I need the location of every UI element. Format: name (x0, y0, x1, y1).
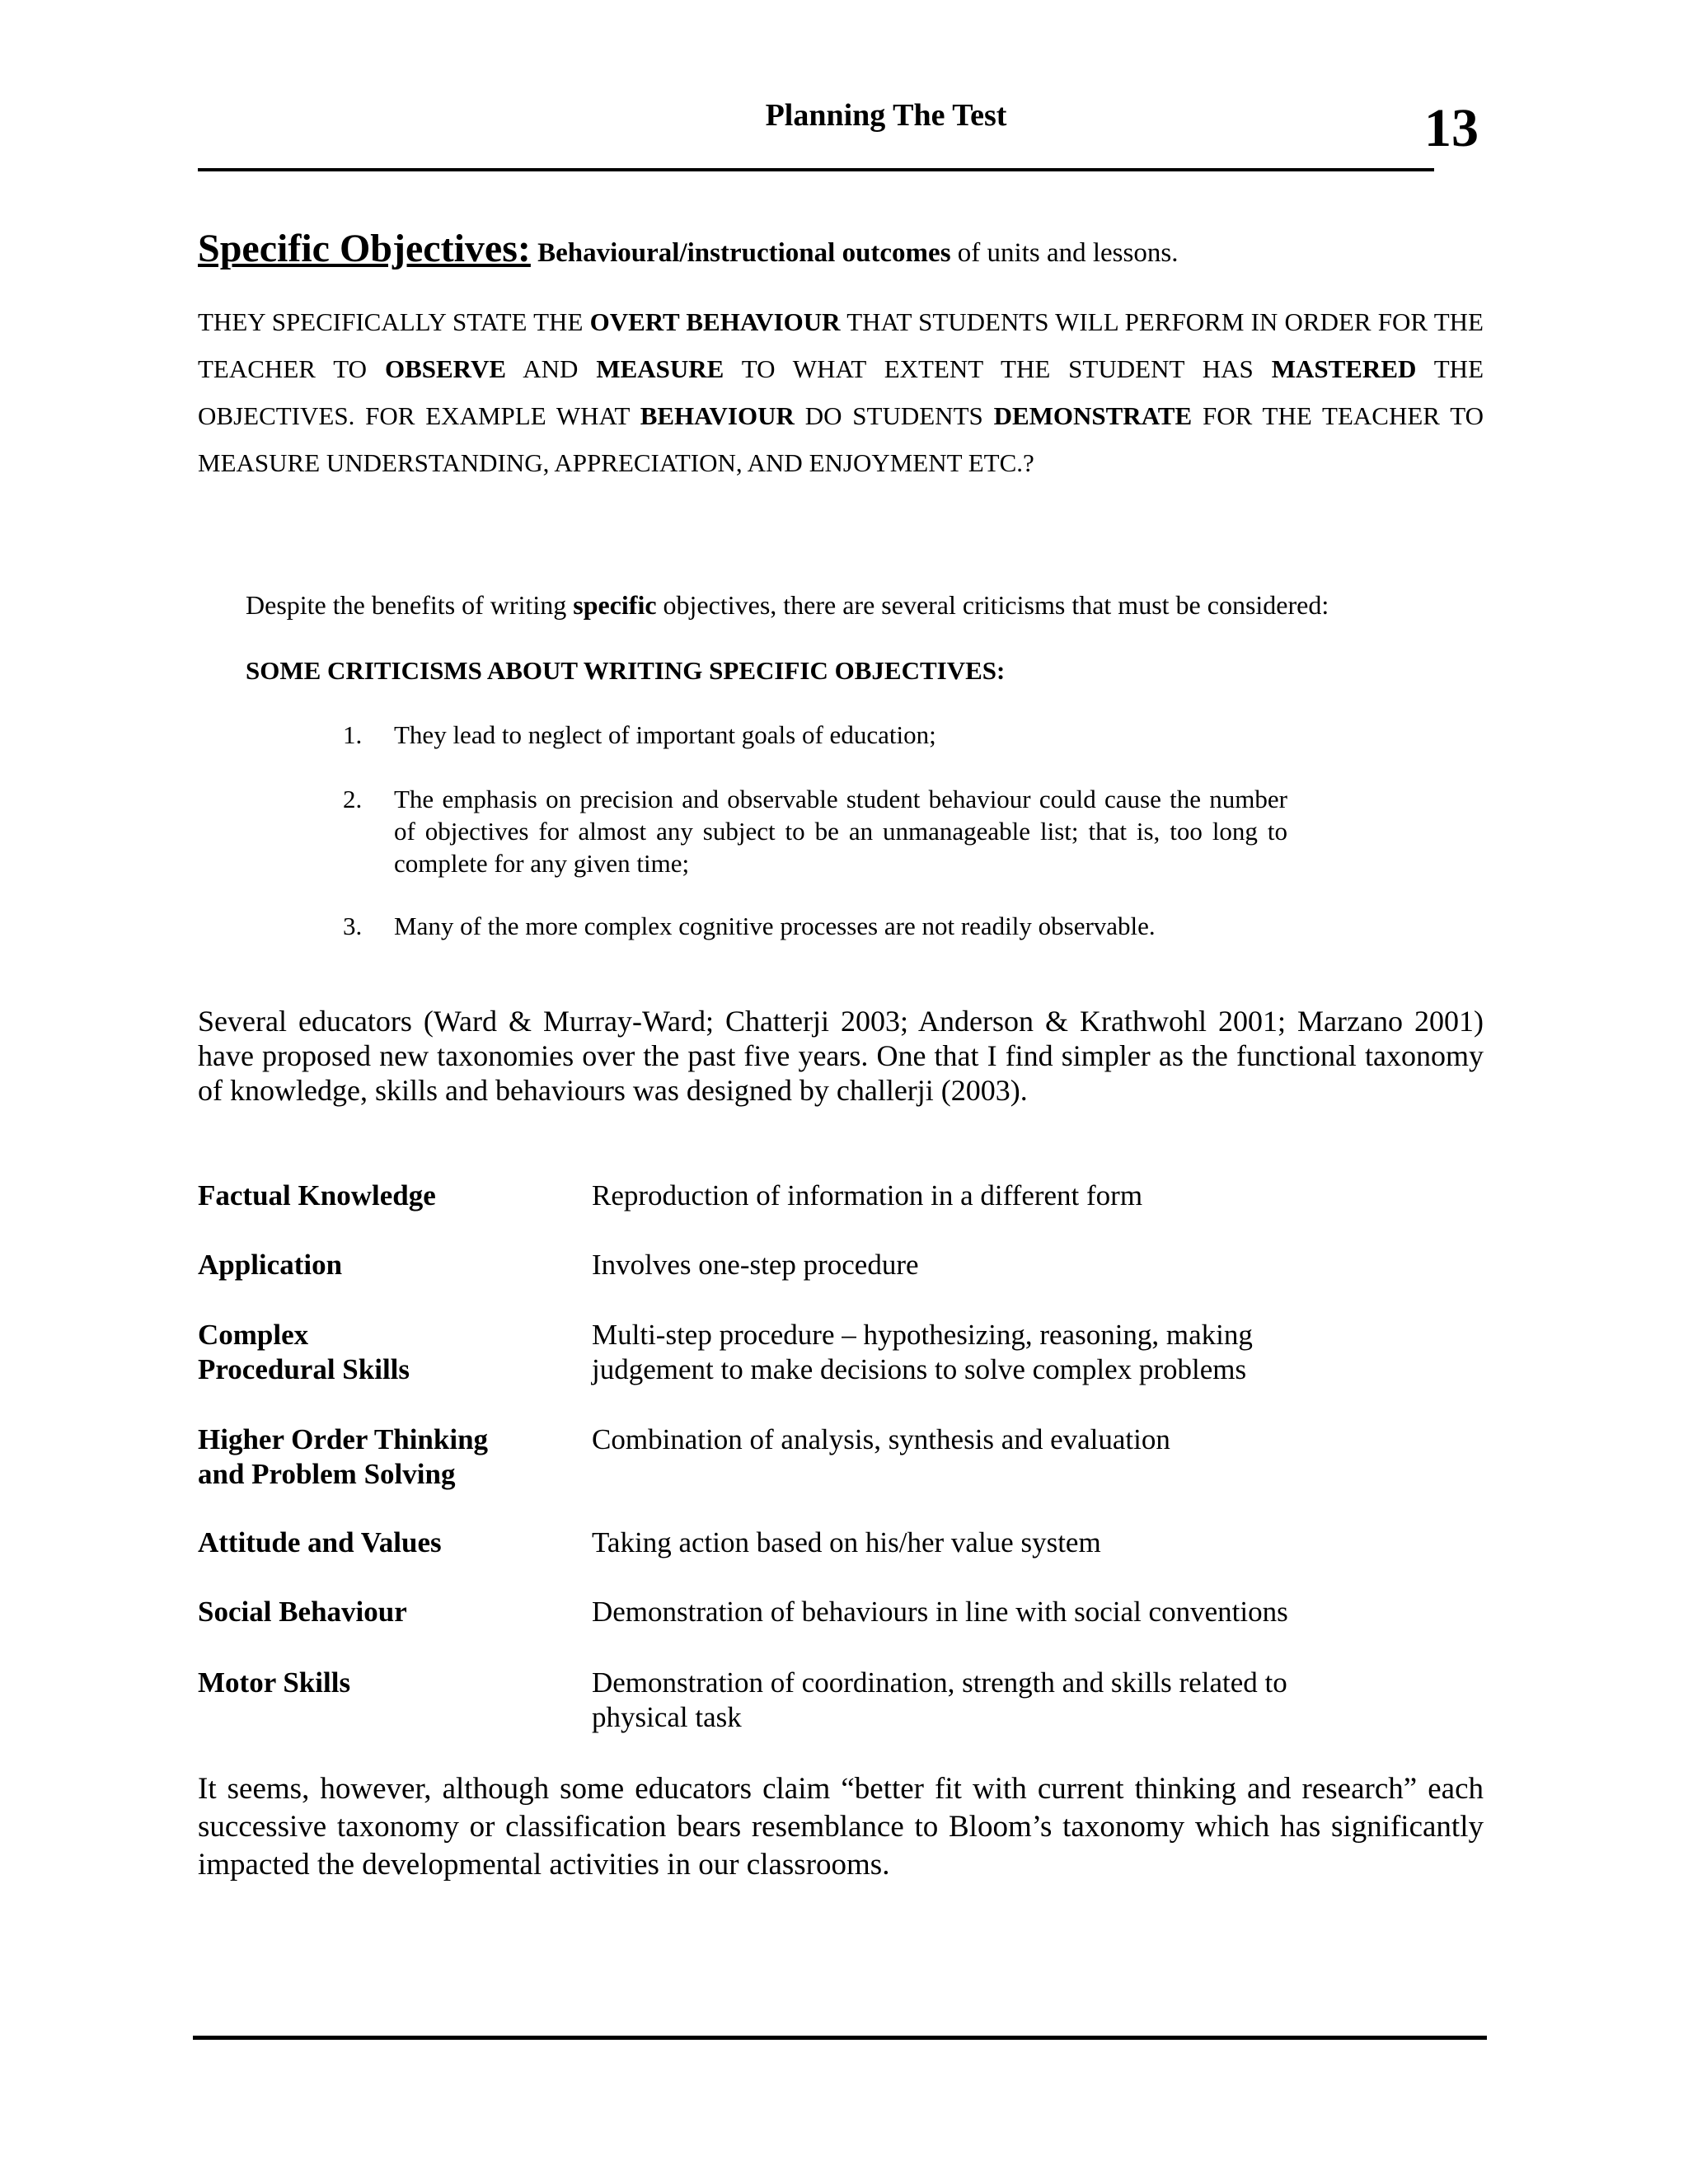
list-item-number: 2. (343, 785, 363, 813)
para-emphasis: DEMONSTRATE (993, 401, 1193, 430)
para-text: FOR THE TEACHER TO MEASURE UNDERSTANDING, APPRECIATION, AND ENJOYMENT ETC.? (198, 401, 1484, 477)
section-heading-label: Specific Objectives: (198, 227, 531, 270)
taxonomy-term: Social Behaviour (198, 1596, 407, 1628)
list-item (343, 783, 1287, 879)
para-emphasis: BEHAVIOUR (640, 401, 795, 430)
taxonomy-term: Complex Procedural Skills (198, 1319, 410, 1385)
taxonomy-description: Involves one-step procedure (592, 1249, 919, 1281)
taxonomy-description: Taking action based on his/her value system (592, 1526, 1101, 1558)
taxonomy-description: Combination of analysis, synthesis and evaluation (592, 1423, 1170, 1455)
intro-text: Despite the benefits of writing (246, 590, 574, 620)
list-item-number: 1. (343, 720, 363, 749)
running-header-title: Planning The Test (765, 98, 1007, 133)
list-item-number: 3. (343, 912, 363, 940)
para-text: DO STUDENTS (794, 401, 994, 430)
closing-paragraph: It seems, however, although some educators claim “better fit with current thinking and research” each successive taxonomy or classification bears resemblance to Bloom’s taxonomy which has significantly impacted the developmental activities in our classrooms. (198, 1772, 1484, 1882)
section-subtitle-bold: Behavioural/instructional outcomes (537, 238, 951, 268)
para-emphasis: MASTERED (1271, 354, 1417, 383)
taxonomy-description: Reproduction of information in a different form (592, 1179, 1143, 1212)
list-item-text: They lead to neglect of important goals of education; (394, 720, 936, 749)
intro-text: objectives, there are several criticisms that must be considered: (656, 590, 1329, 620)
para-text: THE OBJECTIVES. FOR EXAMPLE WHAT (198, 354, 1484, 430)
list-item-text: Many of the more complex cognitive processes are not readily observable. (394, 912, 1156, 940)
para-text: AND (506, 354, 597, 383)
list-item (343, 910, 1287, 942)
taxonomy-description: Demonstration of coordination, strength and skills related to physical task (592, 1666, 1287, 1733)
page-number: 13 (1424, 98, 1479, 158)
para-text: THAT STUDENTS WILL PERFORM IN ORDER FOR THE TEACHER TO (198, 307, 1484, 383)
educators-paragraph: Several educators (Ward & Murray-Ward; Chatterji 2003; Anderson & Krathwohl 2001; Marzano 2001) have proposed new taxonomies over the past five years. One that I find simpler as the functional taxonomy of knowledge, skills and behaviours was designed by challerji (2003). (198, 1005, 1484, 1107)
criticism-intro (246, 590, 1329, 621)
taxonomy-term: Factual Knowledge (198, 1179, 436, 1212)
header-rule (198, 168, 1434, 171)
para-emphasis: OVERT BEHAVIOUR (589, 307, 841, 336)
para-emphasis: MEASURE (596, 354, 724, 383)
objectives-definition-paragraph (198, 298, 1484, 486)
footer-rule (193, 2036, 1487, 2040)
criticism-heading: SOME CRITICISMS ABOUT WRITING SPECIFIC OBJECTIVES: (246, 656, 1006, 685)
list-item-text: The emphasis on precision and observable student behaviour could cause the number of objectives for almost any subject to be an unmanageable list; that is, too long to complete for any given time; (394, 785, 1287, 878)
taxonomy-term: Higher Order Thinking and Problem Solving (198, 1423, 489, 1490)
taxonomy-description: Demonstration of behaviours in line with social conventions (592, 1596, 1288, 1628)
taxonomy-term: Motor Skills (198, 1666, 351, 1699)
section-subtitle-rest: of units and lessons. (950, 238, 1179, 268)
section-heading (198, 226, 1178, 271)
intro-emphasis: specific (573, 590, 657, 620)
taxonomy-term: Application (198, 1249, 343, 1281)
taxonomy-description: Multi-step procedure – hypothesizing, reasoning, making judgement to make decisions to solve complex problems (592, 1319, 1253, 1385)
para-text: THEY SPECIFICALLY STATE THE (198, 307, 590, 336)
para-emphasis: OBSERVE (384, 354, 507, 383)
list-item (343, 719, 1287, 751)
taxonomy-term: Attitude and Values (198, 1526, 442, 1558)
para-text: TO WHAT EXTENT THE STUDENT HAS (724, 354, 1272, 383)
